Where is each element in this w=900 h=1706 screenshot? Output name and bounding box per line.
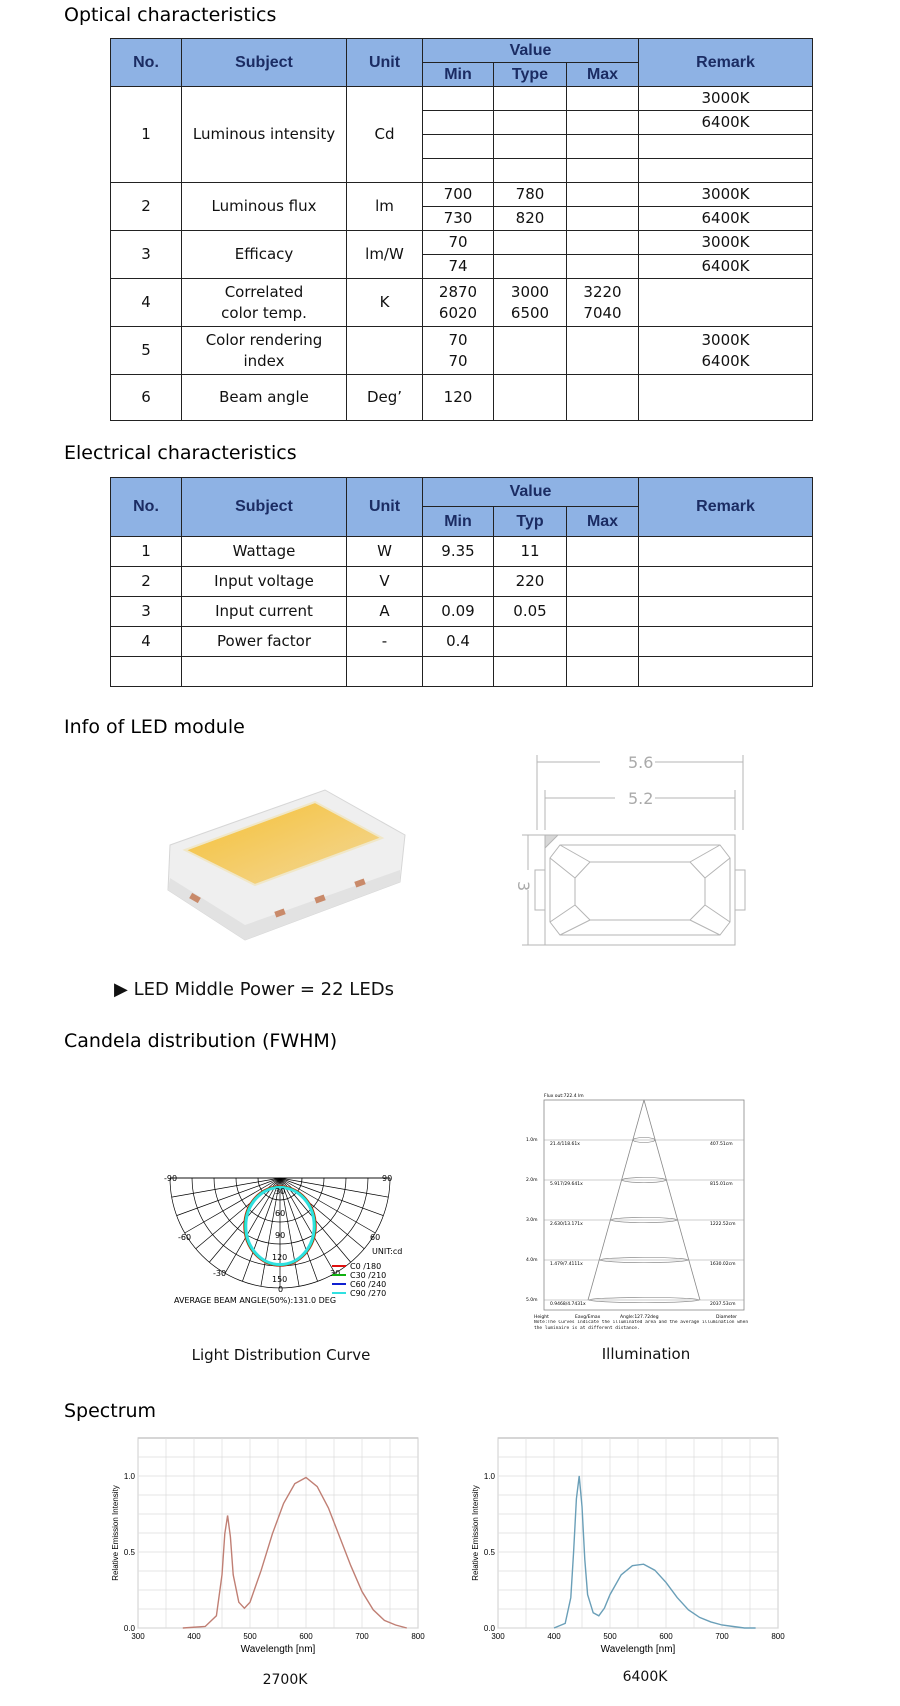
optical-section-title: Optical characteristics <box>64 4 277 26</box>
cell-typ <box>494 375 567 421</box>
polar-legend-label: C0 /180 <box>350 1262 382 1271</box>
polar-legend-label: C60 /240 <box>350 1280 387 1289</box>
x-tick-label: 300 <box>491 1632 505 1641</box>
cell-max <box>567 183 639 207</box>
illum-note <box>534 1320 750 1336</box>
y-tick-label: 1.0 <box>483 1472 495 1481</box>
table-row <box>111 597 813 627</box>
header-min: Min <box>423 507 494 537</box>
cell-min: 70 <box>423 231 494 255</box>
illum-eavg-label: 2.630/13.171x <box>550 1222 583 1227</box>
y-tick-label: 1.0 <box>123 1472 135 1481</box>
cell-min <box>423 159 494 183</box>
illum-height-label: 3.0m <box>526 1218 538 1223</box>
polar-beam-angle-text: AVERAGE BEAM ANGLE(50%):131.0 DEG <box>174 1296 337 1305</box>
cell-min <box>423 657 494 687</box>
x-tick-label: 300 <box>131 1632 145 1641</box>
cell-typ: 11 <box>494 537 567 567</box>
cell-remark <box>639 135 813 159</box>
illum-diameter-label: 1630.02cm <box>710 1262 736 1267</box>
illumination-diagram <box>520 1090 760 1340</box>
illum-height-label: 4.0m <box>526 1258 538 1263</box>
dim-height-label: 3 <box>514 881 533 892</box>
illum-eavg-label: 5.917/29.641x <box>550 1182 583 1187</box>
cell-min <box>423 111 494 135</box>
spectrum-section-title: Spectrum <box>64 1400 157 1422</box>
cell-max <box>567 327 639 375</box>
cell-no: 1 <box>111 537 182 567</box>
cell-remark <box>639 537 813 567</box>
table-row <box>111 657 813 687</box>
cell-remark <box>639 627 813 657</box>
cell-typ <box>494 231 567 255</box>
cell-min: 730 <box>423 207 494 231</box>
cell-line: 70 <box>448 351 468 370</box>
illum-diameter-label: 1222.52cm <box>710 1222 736 1227</box>
cell-remark: 3000K <box>639 87 813 111</box>
cell-unit <box>347 657 423 687</box>
cell-typ: 220 <box>494 567 567 597</box>
cell-max <box>567 657 639 687</box>
header-remark: Remark <box>639 39 813 87</box>
y-axis-label: Relative Emission Intensity <box>111 1485 120 1581</box>
cell-remark <box>639 597 813 627</box>
light-distribution-polar-chart <box>160 1170 440 1320</box>
spectrum-caption-2700k: 2700K <box>262 1672 308 1688</box>
cell-unit: - <box>347 627 423 657</box>
cell-line: 2870 <box>438 283 478 302</box>
subject-line: Color rendering <box>205 331 323 350</box>
header-subject: Subject <box>182 39 347 87</box>
polar-angle-label: 90 <box>382 1174 393 1183</box>
polar-angle-label: -60 <box>178 1233 192 1242</box>
cell-min: 120 <box>423 375 494 421</box>
cell-min <box>423 135 494 159</box>
y-tick-label: 0.5 <box>123 1548 135 1557</box>
illumination-caption: Illumination <box>601 1345 691 1363</box>
row-no: 3 <box>111 231 182 279</box>
cell-remark: 3000K <box>639 183 813 207</box>
cell-subject: Input voltage <box>182 567 347 597</box>
illum-diameter-label: 815.01cm <box>710 1182 733 1187</box>
cell-unit: A <box>347 597 423 627</box>
polar-unit-label: UNIT:cd <box>372 1247 403 1256</box>
polar-radial-label: 120 <box>272 1253 288 1262</box>
row-no: 2 <box>111 183 182 231</box>
header-min: Min <box>423 63 494 87</box>
cell-typ <box>494 159 567 183</box>
electrical-section-title: Electrical characteristics <box>64 442 297 464</box>
cell-min: 0.4 <box>423 627 494 657</box>
polar-angle-label: 60 <box>370 1233 381 1242</box>
row-unit: lm/W <box>347 231 423 279</box>
illum-height-label: 2.0m <box>526 1178 538 1183</box>
cell-max <box>567 279 639 327</box>
cell-remark <box>639 375 813 421</box>
spectrum-chart-6400k <box>470 1435 790 1665</box>
cell-max <box>567 597 639 627</box>
header-value: Value <box>423 478 639 507</box>
x-tick-label: 500 <box>243 1632 257 1641</box>
cell-remark <box>639 159 813 183</box>
cell-line: 70 <box>448 331 468 350</box>
cell-line: 3000K <box>701 331 750 350</box>
cell-line: 7040 <box>583 303 622 322</box>
row-subject: Luminous flux <box>182 183 347 231</box>
y-axis-label: Relative Emission Intensity <box>471 1485 480 1581</box>
cell-subject: Input current <box>182 597 347 627</box>
cell-no: 4 <box>111 627 182 657</box>
header-unit: Unit <box>347 39 423 87</box>
x-axis-label: Wavelength [nm] <box>240 1644 316 1655</box>
cell-typ <box>494 111 567 135</box>
cell-line: 3220 <box>583 283 622 302</box>
illum-eavg-label: 1.479/7.4111x <box>550 1262 583 1267</box>
header-max: Max <box>567 507 639 537</box>
illum-footer-angle: Angle:127.72deg <box>620 1315 659 1320</box>
polar-angle-label: -90 <box>164 1174 178 1183</box>
cell-typ: 0.05 <box>494 597 567 627</box>
cell-max <box>567 255 639 279</box>
row-unit <box>347 327 423 375</box>
led-count-note: ▶ LED Middle Power = 22 LEDs <box>114 979 394 1000</box>
led-chip-photo <box>160 780 410 950</box>
cell-remark <box>639 567 813 597</box>
cell-no: 3 <box>111 597 182 627</box>
led-module-section-title: Info of LED module <box>64 716 245 738</box>
header-max: Max <box>567 63 639 87</box>
x-tick-label: 700 <box>355 1632 369 1641</box>
x-tick-label: 800 <box>771 1632 785 1641</box>
illum-note-text: Note:The Curves indicate the illuminated area and the average illumination when the luminaire is at different distance. <box>534 1320 749 1331</box>
cell-max <box>567 627 639 657</box>
y-tick-label: 0.5 <box>483 1548 495 1557</box>
cell-typ: 820 <box>494 207 567 231</box>
y-tick-label: 0.0 <box>123 1624 135 1633</box>
cell-min <box>423 87 494 111</box>
polar-radial-label: 60 <box>275 1209 286 1218</box>
cell-max <box>567 231 639 255</box>
spectrum-chart-2700k <box>110 1435 430 1665</box>
cell-remark <box>639 327 813 375</box>
cell-subject: Wattage <box>182 537 347 567</box>
cell-max <box>567 135 639 159</box>
candela-section-title: Candela distribution (FWHM) <box>64 1030 338 1052</box>
polar-legend-label: C30 /210 <box>350 1271 387 1280</box>
row-unit: Deg’ <box>347 375 423 421</box>
dim-inner-label: 5.2 <box>628 789 654 808</box>
header-no: No. <box>111 478 182 537</box>
cell-min <box>423 279 494 327</box>
cell-line: 6020 <box>438 303 478 322</box>
cell-min: 74 <box>423 255 494 279</box>
table-row <box>111 567 813 597</box>
cell-min: 0.09 <box>423 597 494 627</box>
cell-max <box>567 537 639 567</box>
x-axis-label: Wavelength [nm] <box>600 1644 676 1655</box>
optical-table <box>110 38 813 421</box>
row-subject: Efficacy <box>182 231 347 279</box>
x-tick-label: 800 <box>411 1632 425 1641</box>
polar-angle-label: -30 <box>213 1269 227 1278</box>
cell-remark <box>639 657 813 687</box>
cell-line: 6500 <box>510 303 550 322</box>
table-row <box>111 627 813 657</box>
cell-typ <box>494 327 567 375</box>
cell-typ <box>494 255 567 279</box>
illum-footer-diameter: Diameter <box>716 1315 738 1320</box>
polar-legend-label: C90 /270 <box>350 1289 387 1298</box>
header-no: No. <box>111 39 182 87</box>
illum-eavg-label: 21.4/118.61x <box>550 1142 580 1147</box>
cell-max <box>567 87 639 111</box>
cell-subject: Power factor <box>182 627 347 657</box>
cell-line: 6400K <box>701 351 750 370</box>
cell-min: 9.35 <box>423 537 494 567</box>
polar-radial-label: 30 <box>275 1187 286 1196</box>
cell-remark: 6400K <box>639 111 813 135</box>
subject-line: color temp. <box>221 303 307 322</box>
cell-max <box>567 111 639 135</box>
cell-typ <box>494 279 567 327</box>
header-typ: Typ <box>494 507 567 537</box>
flux-out-text: Flux out:722.4 lm <box>544 1094 584 1099</box>
x-tick-label: 700 <box>715 1632 729 1641</box>
illum-diameter-label: 2037.53cm <box>710 1302 736 1307</box>
cell-max <box>567 159 639 183</box>
cell-min: 700 <box>423 183 494 207</box>
header-unit: Unit <box>347 478 423 537</box>
row-no: 1 <box>111 87 182 183</box>
cell-remark <box>639 279 813 327</box>
illum-height-label: 1.0m <box>526 1138 538 1143</box>
cell-unit: W <box>347 537 423 567</box>
y-tick-label: 0.0 <box>483 1624 495 1633</box>
cell-min <box>423 327 494 375</box>
illum-footer-eavg: Eavg/Emax <box>575 1315 601 1320</box>
row-subject <box>182 327 347 375</box>
x-tick-label: 600 <box>659 1632 673 1641</box>
row-subject: Luminous intensity <box>182 87 347 183</box>
cell-max <box>567 567 639 597</box>
cell-no <box>111 657 182 687</box>
polar-angle-label: 30 <box>330 1269 341 1278</box>
cell-remark: 6400K <box>639 255 813 279</box>
x-tick-label: 400 <box>547 1632 561 1641</box>
row-unit: lm <box>347 183 423 231</box>
cell-line: 3000 <box>510 283 550 302</box>
cell-unit: V <box>347 567 423 597</box>
row-subject <box>182 279 347 327</box>
subject-line: index <box>243 351 285 370</box>
cell-min <box>423 567 494 597</box>
polar-caption: Light Distribution Curve <box>191 1346 371 1364</box>
cell-max <box>567 207 639 231</box>
illum-eavg-label: 0.9468/4.7431x <box>550 1302 586 1307</box>
led-dimension-drawing <box>510 750 750 965</box>
x-tick-label: 500 <box>603 1632 617 1641</box>
cell-typ: 780 <box>494 183 567 207</box>
cell-remark: 3000K <box>639 231 813 255</box>
cell-typ <box>494 657 567 687</box>
illum-footer-height: Height <box>534 1315 549 1320</box>
row-no: 4 <box>111 279 182 327</box>
row-no: 5 <box>111 327 182 375</box>
header-remark: Remark <box>639 478 813 537</box>
cell-typ <box>494 627 567 657</box>
header-value: Value <box>423 39 639 63</box>
cell-max <box>567 375 639 421</box>
spectrum-caption-6400k: 6400K <box>622 1669 668 1685</box>
cell-remark: 6400K <box>639 207 813 231</box>
x-tick-label: 400 <box>187 1632 201 1641</box>
table-row <box>111 537 813 567</box>
polar-zero-label: 0 <box>278 1285 284 1294</box>
polar-radial-label: 150 <box>272 1275 288 1284</box>
electrical-table <box>110 477 813 687</box>
cell-typ <box>494 135 567 159</box>
polar-radial-label: 90 <box>275 1231 286 1240</box>
cell-no: 2 <box>111 567 182 597</box>
dim-outer-label: 5.6 <box>628 753 654 772</box>
header-type: Type <box>494 63 567 87</box>
row-unit: K <box>347 279 423 327</box>
cell-subject <box>182 657 347 687</box>
cell-typ <box>494 87 567 111</box>
row-subject: Beam angle <box>182 375 347 421</box>
subject-line: Correlated <box>224 283 304 302</box>
illum-diameter-label: 407.51cm <box>710 1142 733 1147</box>
row-unit: Cd <box>347 87 423 183</box>
header-subject: Subject <box>182 478 347 537</box>
illum-height-label: 5.0m <box>526 1298 538 1303</box>
x-tick-label: 600 <box>299 1632 313 1641</box>
row-no: 6 <box>111 375 182 421</box>
